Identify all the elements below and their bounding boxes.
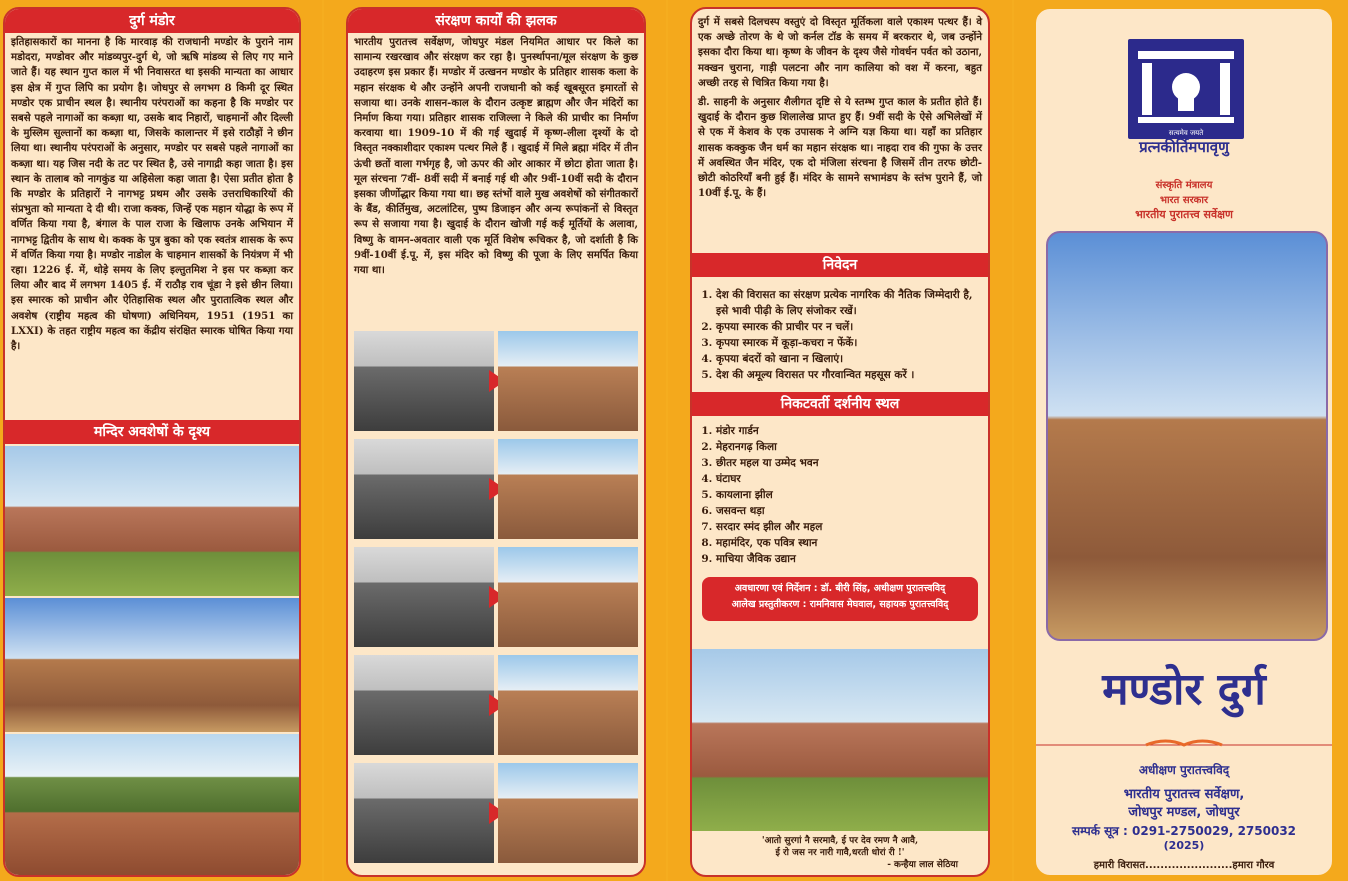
history-text: इतिहासकारों का मानना है कि मारवाड़ की राजधानी मण्डोर के पुराने नाम मडोदरा, मण्डोवर और मांडव्यपुर-दुर्ग थे, जो ऋषि मांडव्य से लिए गए माने जाते हैं। यह स्थान गुप्त काल में भी निवासरत था इसकी मान्यता का आधार इस क्षेत्र में गुप्त लिपि का प्रयोग है। जोधपुर से लगभग 8 किमी दूर स्थित मण्डोर एक प्राचीन स्थल है। स्थानीय परंपराओं का कहना है कि मण्डोर पर सबसे पहले नागाओं का कब्ज़ा था, उसके बाद निहारों, चाहमानों और दिल्ली के मुस्लिम सुल्तानों का कब्ज़ा था, जिसके कालान्तर में इसे राठौड़ों ने छीन लिया था। स्थानीय परंपराओं के अनुसार, मण्डोर पर सबसे पहले नागाओं का कब्ज़ा था। यह जिस नदी के तट पर स्थित है, उसे नागाद्री कहा जाता है। इस स्थान के तालाब को नागकुंड या अहिसेला कहा जाता है। ऐसा प्रतीत होता है कि मण्डोर के प्रतिहारों ने नागभट्ट प्रथम और उसके उत्तराधिकारियों की संप्रभुता को मान्यता दे दी थी। राजा कक्क, जिन्हें एक महान योद्धा के रूप में वर्णित किया गया है, बंगाल के पाल राजा के खिलाफ उनके अभियान में नागभट्ट द्वितीय के साथ थे। कक्क के पुत्र बुका को एक स्वतंत्र शासक के रूप में वर्णित किया गया है। मण्डोर नाडोल के चाहमान शासकों के नियंत्रण में भी रहा। 1226 ई. में, थोड़े समय के लिए इल्तुतमिश ने इस पर कब्ज़ा कर लिया और बाद में लगभग 1405 ई. में राठौड़ राव चूंडा ने इसे छीन लिया। इस स्मारक को प्राचीन और ऐतिहासिक स्थल और पुरातात्विक स्थल और अवशेष (राष्ट्रीय महत्व की घोषणा) अधिनियम, 1951 (1951 का LXXI) के तहत राष्ट्रीय महत्व का केंद्रीय संरक्षित स्मारक घोषित किया गया है। [11, 36, 293, 353]
panel-conservation [324, 0, 666, 881]
request-item: 4. कृपया बंदरों को खाना न खिलाएं। [716, 351, 980, 367]
emblem-icon [1128, 39, 1244, 139]
nearby-item: 8. महामंदिर, एक पवित्र स्थान [716, 535, 980, 551]
asi-name: भारतीय पुरातत्त्व सर्वेक्षण [1135, 208, 1233, 221]
monolith-text: दुर्ग में सबसे दिलचस्प वस्तुएं दो विस्तृत मूर्तिकला वाले एकाश्म पत्थर हैं। वे एक अच्छे तोरण के थे जो कर्नल टॉड के समय में बरकरार थे, जब उन्होंने इसका दौरा किया था। कृष्ण के जीवन के दृश्य जैसे गोवर्धन पर्वत को उठाना, मक्खन चुराना, गाड़ी पलटना और नाग कालिया को वश में करना, बहुत अच्छी तरह से चित्रित किया गया है। [698, 16, 982, 89]
office-line-1: अधीक्षण पुरातत्त्वविद् [1138, 763, 1230, 777]
contact: सम्पर्क सूत्र : 0291-2750029, 2750032 [1071, 824, 1297, 838]
footer-slogan: हमारी विरासत.......................हमारा गौरव [1093, 860, 1275, 871]
quote-block [692, 835, 988, 871]
before-photo-2 [354, 439, 494, 539]
credit-text: आलेख प्रस्तुतीकरण : रामनिवास मेघवाल, सहायक पुरातत्त्वविद् [731, 599, 949, 610]
info-card [690, 7, 990, 877]
svg-text:सत्यमेव जयते: सत्यमेव जयते [1168, 129, 1204, 137]
before-photo-3 [354, 547, 494, 647]
request-item: 1. देश की विरासत का संरक्षण प्रत्येक नागरिक की नैतिक जिम्मेदारी है, इसे भावी पीढ़ी के लिए संजोकर रखें। [716, 287, 980, 319]
government: भारत सरकार [1159, 195, 1209, 206]
year: (2025) [1163, 839, 1205, 852]
inscription-text: डी. साहनी के अनुसार शैलीगत दृष्टि से ये स्तम्भ गुप्त काल के प्रतीत होते हैं। खुदाई के दौरान कुछ शिलालेख प्राप्त हुए हैं। 9वीं सदी के ऐसे अभिलेखों में से एक में केशव के एक उपासक ने अग्नि यज्ञ किया था। यहाँ का प्रतिहार शासक कक्कुक जैन धर्म का महान संरक्षक था। नाहदा राव की गुफा के उत्तर में अवस्थित जैन मंदिर, एक दो मंजिला संरचना है जिसमें तीन तरफ छोटी-छोटी कोठरियाँ बनी हुई हैं। मंदिर के सामने सभामंडप के स्तंभ पुराने हैं, जो 10वीं ई.पू. के हैं। [698, 96, 982, 200]
credits-box [702, 577, 978, 621]
before-photo-4 [354, 655, 494, 755]
nearby-item: 2. मेहरानगढ़ किला [716, 439, 980, 455]
quote-line-1: 'आतो सुरगां नै सरमावै, ई पर देव रमण नै आवै, [761, 836, 919, 846]
temple-photo-1 [5, 446, 299, 596]
nearby-item: 9. माचिया जैविक उद्यान [716, 551, 980, 567]
nearby-list [692, 423, 980, 567]
gallery-heading: मन्दिर अवशेषों के दृश्य [5, 420, 299, 444]
credit-concept: अवधारणा एवं निर्देशन : डॉ. बीरी सिंह, अधीक्षण पुरातत्त्वविद् [734, 583, 946, 594]
cover-title: मण्डोर दुर्ग [1102, 664, 1266, 715]
conservation-text: भारतीय पुरातत्त्व सर्वेक्षण, जोधपुर मंडल नियमित आधार पर किले का सामान्य रखरखाव और संरक्षण कर रहा है। पुनर्स्थापना/मूल संरक्षण के कुछ उदाहरण इस प्रकार हैं। मण्डोर में उत्खनन मण्डोर के प्रतिहार शासक कला के महान संरक्षक थे और उन्होंने अपनी राजधानी को कई खूबसूरत इमारतों से सजाया था। उनके शासन-काल के दौरान उत्कृष्ट ब्राह्मण और जैन मंदिरों का निर्माण किया गया। प्रतिहार शासक राजिल्ला ने किले की प्राचीर का निर्माण करवाया था। 1909-10 में की गई खुदाई में कृष्ण-लीला दृश्यों के दो विस्तृत नक्काशीदार एकाश्म पत्थर मिले हैं । खुदाई में मिले ब्रह्मा मंदिर में तीन ऊंची छतों वाला गर्भगृह है, जो ऊपर की ओर आकार में छोटा होता जाता है। मूल संरचना 7वीं- 8वीं सदी में बनाई गई थी और 9वीं-10वीं सदी के दौरान इसका जीर्णोद्धार किया गया था। छह स्तंभों वाले मुख अवशेषों को संगीतकारों के बैंड, कीर्तिमुख, अटलांटिस, पुष्प डिजाइन और अन्य रूपांकनों से विस्तृत रूप से सजाया गया है। खुदाई के दौरान खोजी गई कई मूर्तियों के अलावा, विष्णु के वामन-अवतार वाली एक मूर्ति विशेष रूचिकर है, जो दर्शाती है कि 9वीं-10वीं ई.पू. में, इस मंदिर को विष्णु की पूजा के लिए समर्पित किया गया था। [354, 36, 638, 277]
nearby-heading: निकटवर्ती दर्शनीय स्थल [692, 392, 988, 416]
request-item: 2. कृपया स्मारक की प्राचीर पर न चलें। [716, 319, 980, 335]
office-line-2: भारतीय पुरातत्त्व सर्वेक्षण, [1123, 787, 1245, 802]
conservation-card [346, 7, 646, 877]
office-line-3: जोधपुर मण्डल, जोधपुर [1128, 805, 1240, 820]
cover-photo [1046, 231, 1328, 641]
request-list [692, 287, 980, 383]
request-heading: निवेदन [692, 253, 988, 277]
cover-card [1034, 7, 1334, 877]
asi-logo [1128, 39, 1244, 139]
nearby-item: 6. जसवन्त थड़ा [716, 503, 980, 519]
nearby-item: 3. छीतर महल या उम्मेद भवन [716, 455, 980, 471]
nearby-item: 1. मंडोर गार्डन [716, 423, 980, 439]
request-item: 3. कृपया स्मारक में कूड़ा-कचरा न फेंकें। [716, 335, 980, 351]
history-card [3, 7, 301, 877]
nearby-item: 5. कायलाना झील [716, 487, 980, 503]
temple-photo-3 [5, 734, 299, 875]
panel-info [668, 0, 1012, 881]
panel-cover [1014, 0, 1348, 881]
nearby-item: 7. सरदार स्मंद झील और महल [716, 519, 980, 535]
request-item: 5. देश की अमूल्य विरासत पर गौरवान्वित महसूस करें । [716, 367, 980, 383]
history-heading: दुर्ग मंडोर [5, 9, 299, 33]
after-photo-1 [498, 331, 638, 431]
after-photo-3 [498, 547, 638, 647]
after-photo-5 [498, 763, 638, 863]
nearby-item: 4. घंटाघर [716, 471, 980, 487]
quote-line-2: ई रो जस नर नारी गावै,धरती धोरां री !' [775, 848, 905, 858]
before-photo-5 [354, 763, 494, 863]
before-photo-1 [354, 331, 494, 431]
after-photo-4 [498, 655, 638, 755]
quote-author: - कन्हैया लाल सेठिया [887, 860, 958, 870]
after-photo-2 [498, 439, 638, 539]
ministry: संस्कृति मंत्रालय [1155, 180, 1213, 191]
fort-steps-photo [692, 649, 988, 831]
conservation-heading: संरक्षण कार्यों की झलक [348, 9, 644, 33]
panel-history [0, 0, 322, 881]
ornament-divider [1036, 737, 1332, 751]
tagline: प्रत्नकीर्तिमपावृणु [1139, 138, 1229, 156]
temple-photo-2 [5, 598, 299, 732]
